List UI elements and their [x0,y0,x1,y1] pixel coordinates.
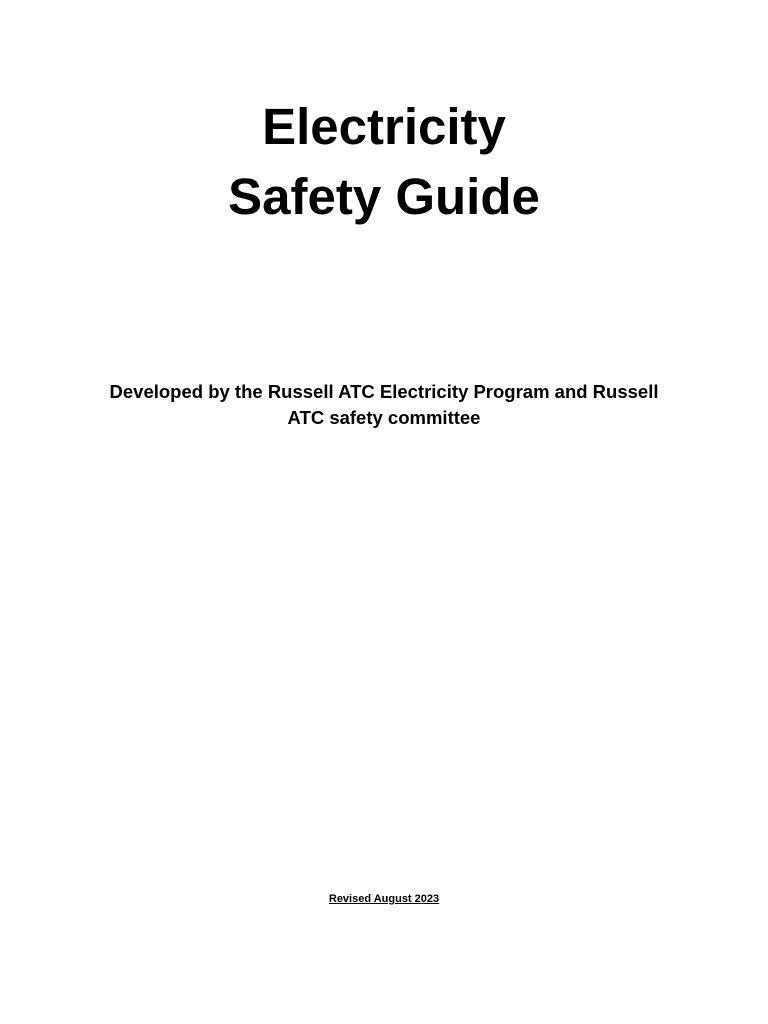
subtitle: Developed by the Russell ATC Electricity Program and Russell ATC safety committee [109,381,659,428]
title-line-1: Electricity [262,98,506,155]
title-line-2: Safety Guide [228,168,540,225]
revision-date: Revised August 2023 [328,893,440,905]
